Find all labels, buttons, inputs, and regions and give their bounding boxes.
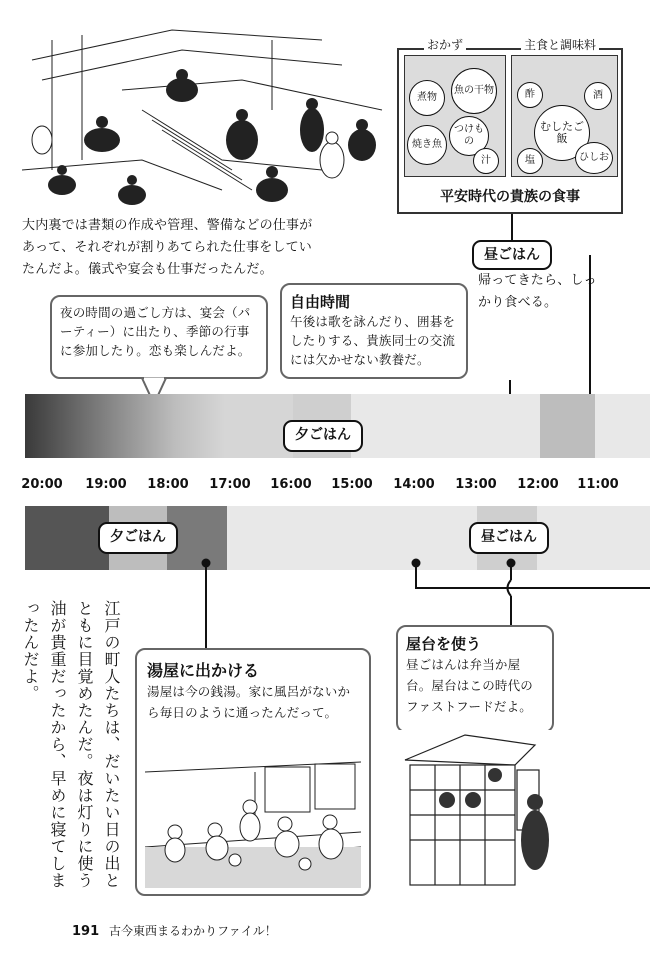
food-item: むしたご飯 <box>534 105 590 161</box>
food-item: つけもの <box>449 116 489 156</box>
hiru-text-top: 帰ってきたら、しっかり食べる。 <box>478 273 597 310</box>
yu-pill-top: 夕ごはん <box>283 420 363 452</box>
time-label: 18:00 <box>147 477 189 492</box>
palace-illustration <box>22 20 387 215</box>
jiyu-bubble <box>280 283 468 379</box>
food-item: 塩 <box>517 148 543 174</box>
time-label: 16:00 <box>270 477 312 492</box>
time-label: 14:00 <box>393 477 435 492</box>
yatai-bubble <box>396 625 554 733</box>
yuya-text: 湯屋は今の銭湯。家に風呂がないから毎日のように通ったんだって。 <box>147 684 351 720</box>
food-item: ひしお <box>575 142 613 174</box>
food-item: 酢 <box>517 82 543 108</box>
page-number: 191 <box>72 924 100 939</box>
yuya-bubble <box>135 648 371 896</box>
hiru-pill-top: 昼ごはん <box>472 240 552 270</box>
yuya-title: 湯屋に出かける <box>147 661 260 680</box>
food-item: 汁 <box>473 148 499 174</box>
jiyu-text: 午後は歌を詠んだり、囲碁をしたりする、貴族同士の交流には欠かせない教養だ。 <box>290 314 456 367</box>
time-label: 17:00 <box>209 477 251 492</box>
yatai-text: 昼ごはんは弁当か屋台。屋台はこの時代のファストフードだよ。 <box>406 657 534 714</box>
yuya-illustration <box>145 752 361 888</box>
food-item: 焼き魚 <box>407 125 447 165</box>
yoru-text: 夜の時間の過ごし方は、宴会（パーティー）に出たり、季節の行事に参加したり。恋も楽しんだよ。 <box>60 305 251 358</box>
food-item: 魚の干物 <box>451 68 497 114</box>
yatai-illustration <box>395 730 563 890</box>
jiyu-title: 自由時間 <box>290 293 351 311</box>
heian-food-panel <box>397 38 623 214</box>
time-label: 11:00 <box>577 477 619 492</box>
food-item: 酒 <box>584 82 612 110</box>
food-panel-title: 平安時代の貴族の食事 <box>440 189 580 205</box>
yatai-title: 屋台を使う <box>406 635 482 653</box>
palace-caption: 大内裏では書類の作成や管理、警備などの仕事があって、それぞれが割りあてられた仕事をしていたんだよ。儀式や宴会も仕事だったんだ。 <box>22 218 313 277</box>
hiru-pill-bottom: 昼ごはん <box>469 522 549 554</box>
yoru-bubble <box>50 295 268 379</box>
footer <box>72 922 277 939</box>
edo-vertical-text: 江戸の町人たちは、だいたい日の出とともに目覚めたんだ。夜は灯りに使う油が貴重だったから、早めに寝てしまったんだよ。 <box>21 600 121 889</box>
shushoku-label: 主食と調味料 <box>521 36 599 53</box>
okazu-label: おかず <box>424 36 466 53</box>
time-label: 20:00 <box>21 477 63 492</box>
time-label: 12:00 <box>517 477 559 492</box>
food-item: 煮物 <box>409 80 445 116</box>
time-label: 19:00 <box>85 477 127 492</box>
time-axis <box>0 477 650 495</box>
yu-pill-bottom: 夕ごはん <box>98 522 178 554</box>
time-label: 15:00 <box>331 477 373 492</box>
book-title: 古今東西まるわかりファイル！ <box>108 924 277 938</box>
time-label: 13:00 <box>455 477 497 492</box>
